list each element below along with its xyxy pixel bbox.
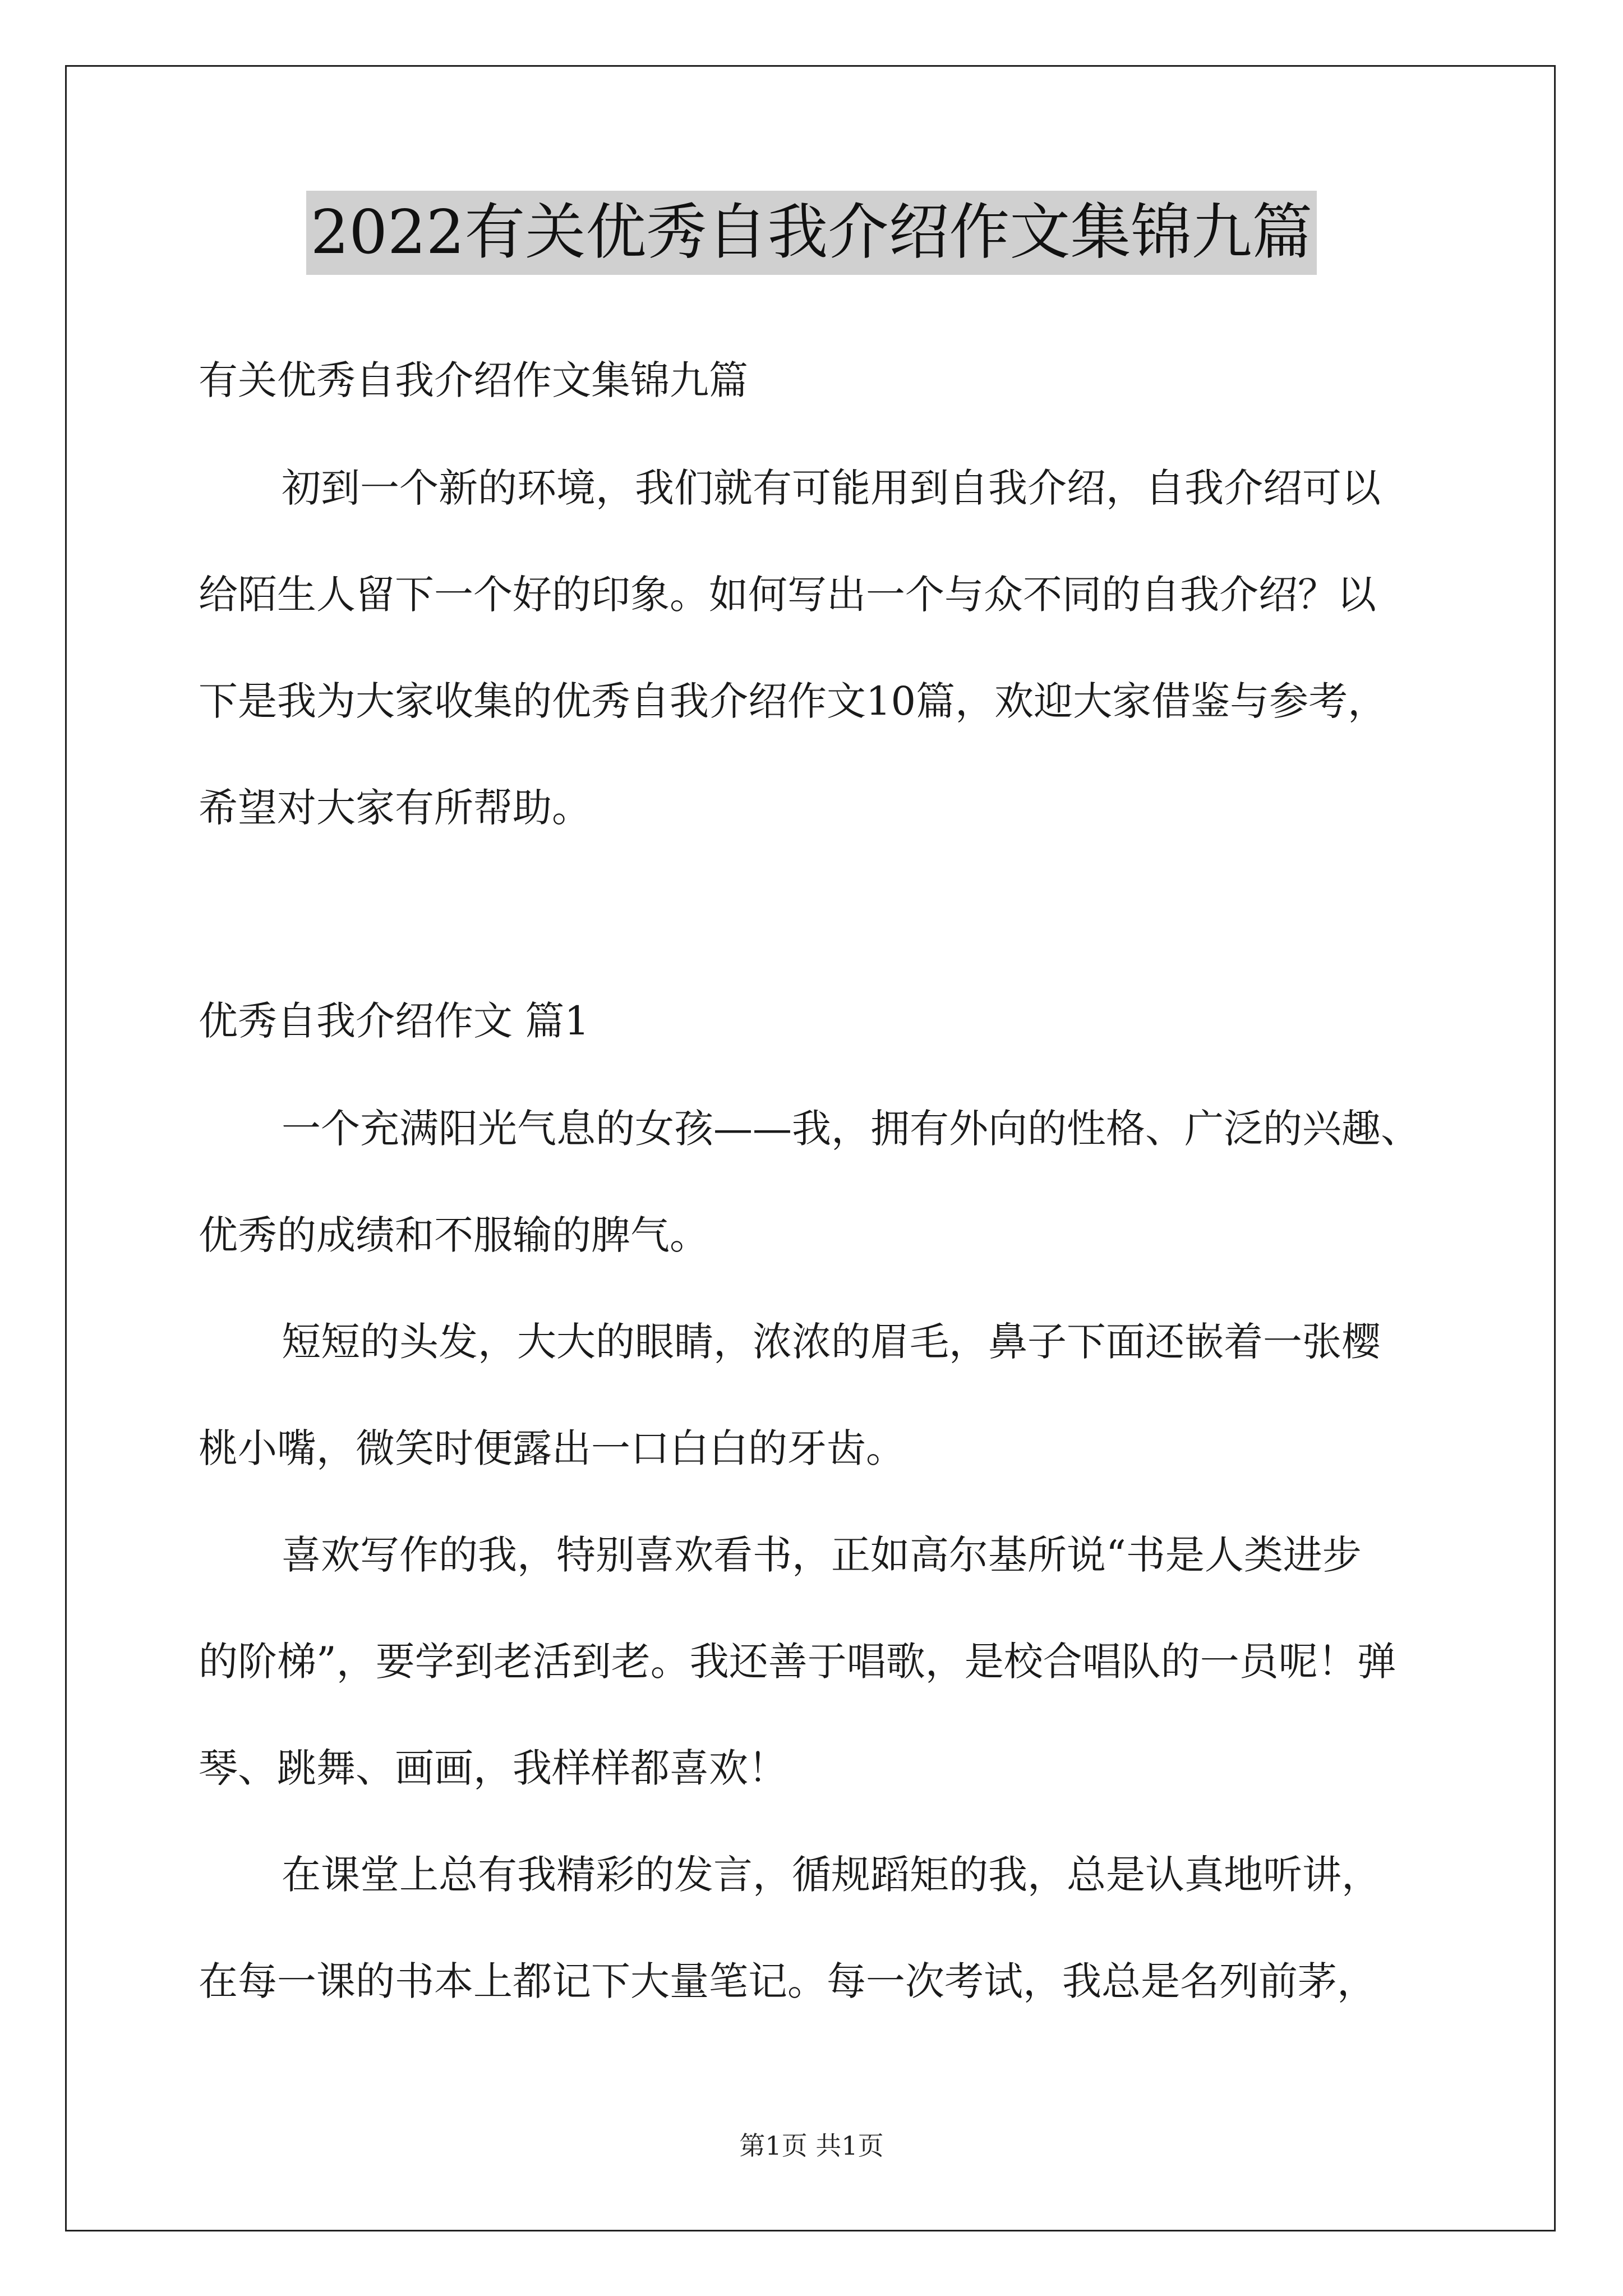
document-title: 2022有关优秀自我介绍作文集锦九篇 <box>306 191 1317 275</box>
paragraph-line-5: 喜欢写作的我，特别喜欢看书，正如高尔基所说“书是人类进步 <box>282 1532 1362 1578</box>
paragraph-line-1: 一个充满阳光气息的女孩——我，拥有外向的性格、广泛的兴趣、 <box>282 1106 1420 1152</box>
document-subtitle: 有关优秀自我介绍作文集锦九篇 <box>199 357 748 403</box>
intro-line-3: 下是我为大家收集的优秀自我介绍作文10篇，欢迎大家借鉴与参考， <box>199 678 1387 724</box>
paragraph-line-7: 琴、跳舞、画画，我样样都喜欢！ <box>199 1745 787 1791</box>
intro-line-4: 希望对大家有所帮助。 <box>199 785 591 831</box>
paragraph-line-3: 短短的头发，大大的眼睛，浓浓的眉毛，鼻子下面还嵌着一张樱 <box>282 1319 1381 1365</box>
section-heading: 优秀自我介绍作文 篇1 <box>199 998 589 1044</box>
paragraph-line-2: 优秀的成绩和不服输的脾气。 <box>199 1212 709 1258</box>
paragraph-line-6: 的阶梯”，要学到老活到老。我还善于唱歌，是校合唱队的一员呢！弹 <box>199 1639 1396 1685</box>
paragraph-line-9: 在每一课的书本上都记下大量笔记。每一次考试，我总是名列前茅， <box>199 1958 1376 2004</box>
paragraph-line-4: 桃小嘴，微笑时便露出一口白白的牙齿。 <box>199 1425 905 1471</box>
intro-line-2: 给陌生人留下一个好的印象。如何写出一个与众不同的自我介绍？以 <box>199 572 1376 618</box>
intro-line-1: 初到一个新的环境，我们就有可能用到自我介绍，自我介绍可以 <box>282 465 1381 511</box>
paragraph-line-8: 在课堂上总有我精彩的发言，循规蹈矩的我，总是认真地听讲， <box>282 1852 1381 1898</box>
title-block <box>0 191 1623 275</box>
page-footer: 第1页 共1页 <box>739 2131 884 2161</box>
